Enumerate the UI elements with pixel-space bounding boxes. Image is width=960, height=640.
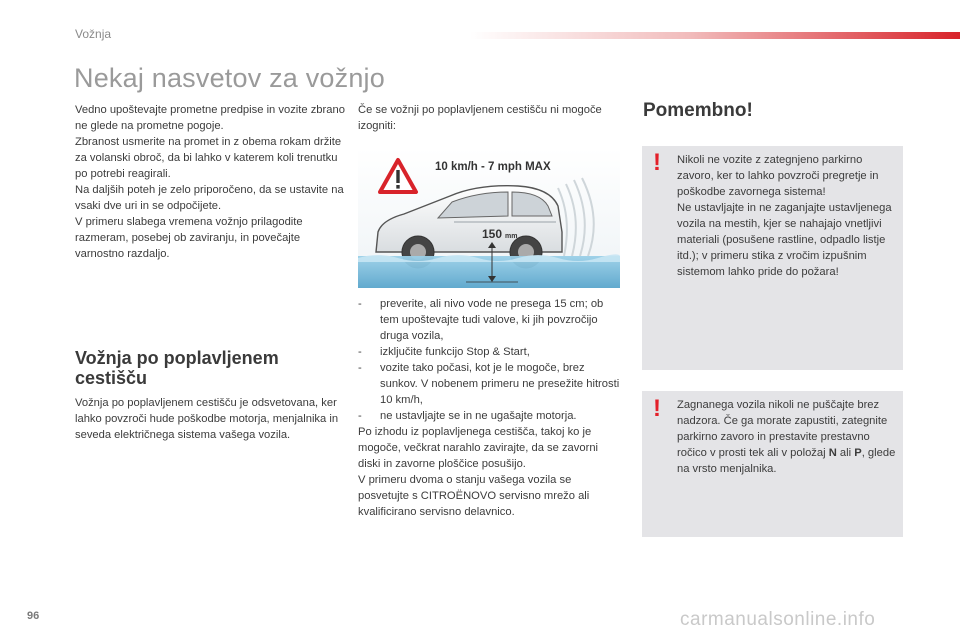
flood-intro-paragraph: Če se vožnji po poplavljenem cestišču ni mogoče izogniti: [358,104,602,132]
warning-note-text [677,152,899,280]
note-text-part: , glede na vrsto menjalnika. [677,447,896,475]
after-paragraph: Po izhodu iz poplavljenega cestišča, takoj ko je mogoče, večkrat narahlo zavirajte, da se zavorni diski in zavorne ploščice posušijo. [358,426,599,470]
gear-position-p: P [854,447,862,459]
note-line: Ne ustavljajte in ne zaganjajte ustavljenega vozila na mestih, kjer se nahajajo vnetljivi materiali (posušene rastline, odpadlo listje itd.); v primeru stika z vročim izpušnim sistemom lahko pride do požara! [677,202,892,278]
list-dash: - [358,298,362,310]
flood-intro [358,102,620,134]
list-item [358,408,620,424]
flood-heading: Vožnja po poplavljenem cestišču [75,348,279,388]
watermark: carmanualsonline.info [680,609,876,630]
exclamation-icon: ! [653,395,661,422]
intro-paragraph: Zbranost usmerite na promet in z obema rokam držite za volanski obroč, da bi lahko v katerem koli trenutku po potrebi reagirali. [75,136,342,180]
header-accent-bar [470,32,960,39]
list-item [358,296,620,344]
important-heading: Pomembno! [643,100,753,121]
list-item-text: preverite, ali nivo vode ne presega 15 cm; ob tem upoštevajte tudi valove, ki jih povzročijo druga vozila, [380,298,604,342]
list-item-text: ne ustavljajte se in ne ugašajte motorja. [380,410,577,422]
speed-limit-label: 10 km/h - 7 mph MAX [435,161,551,173]
intro-paragraph: Na daljših poteh je zelo priporočeno, da se ustavite na vsaki dve uri in se odpočijete. [75,184,344,212]
exclamation-icon: ! [653,149,661,176]
note-text-part: ali [836,447,855,459]
car-in-water-figure [358,148,620,288]
after-paragraph: V primeru dvoma o stanju vašega vozila se posvetujte s CITROËNOVO servisno mrežo ali kvalificirano servisno delavnico. [358,474,590,518]
note-line: Nikoli ne vozite z zategnjeno parkirno zavoro, ker to lahko povzroči pregretje in poškodbe zavornega sistema! [677,154,879,198]
list-item-text: vozite tako počasi, kot je le mogoče, brez sunkov. V nobenem primeru ne presežite hitrosti 10 km/h, [380,362,620,406]
list-dash: - [358,346,362,358]
intro-text [75,102,345,262]
list-dash: - [358,410,362,422]
list-item [358,360,620,408]
section-label: Vožnja [75,27,112,41]
intro-paragraph: V primeru slabega vremena vožnjo prilagodite razmeram, posebej ob zaviranju, in povečajte varnostno razdaljo. [75,216,303,260]
intro-paragraph: Vedno upoštevajte prometne predpise in vozite zbrano ne glede na prometne pogoje. [75,104,345,132]
flood-paragraph: Vožnja po poplavljenem cestišču je odsvetovana, ker lahko povzroči hude poškodbe motorja, menjalnika in seveda električnega sistema vašega vozila. [75,397,339,441]
depth-value: 150 [482,227,503,241]
page-title: Nekaj nasvetov za vožnjo [74,63,385,93]
list-item-text: izključite funkcijo Stop & Start, [380,346,530,358]
depth-unit: mm [505,233,518,240]
flooded-road-illustration [358,148,620,288]
warning-note-text [677,397,899,477]
flood-body [75,395,345,443]
page-number: 96 [27,610,40,622]
list-dash: - [358,362,362,374]
flood-instructions [358,296,620,520]
note-text-part: Zagnanega vozila nikoli ne puščajte brez nadzora. Če ga morate zapustiti, zategnite parkirno zavoro in prestavite prestavno ročico v prosti tek ali v položaj [677,399,888,459]
gear-position-n: N [828,447,837,459]
list-item [358,344,620,360]
